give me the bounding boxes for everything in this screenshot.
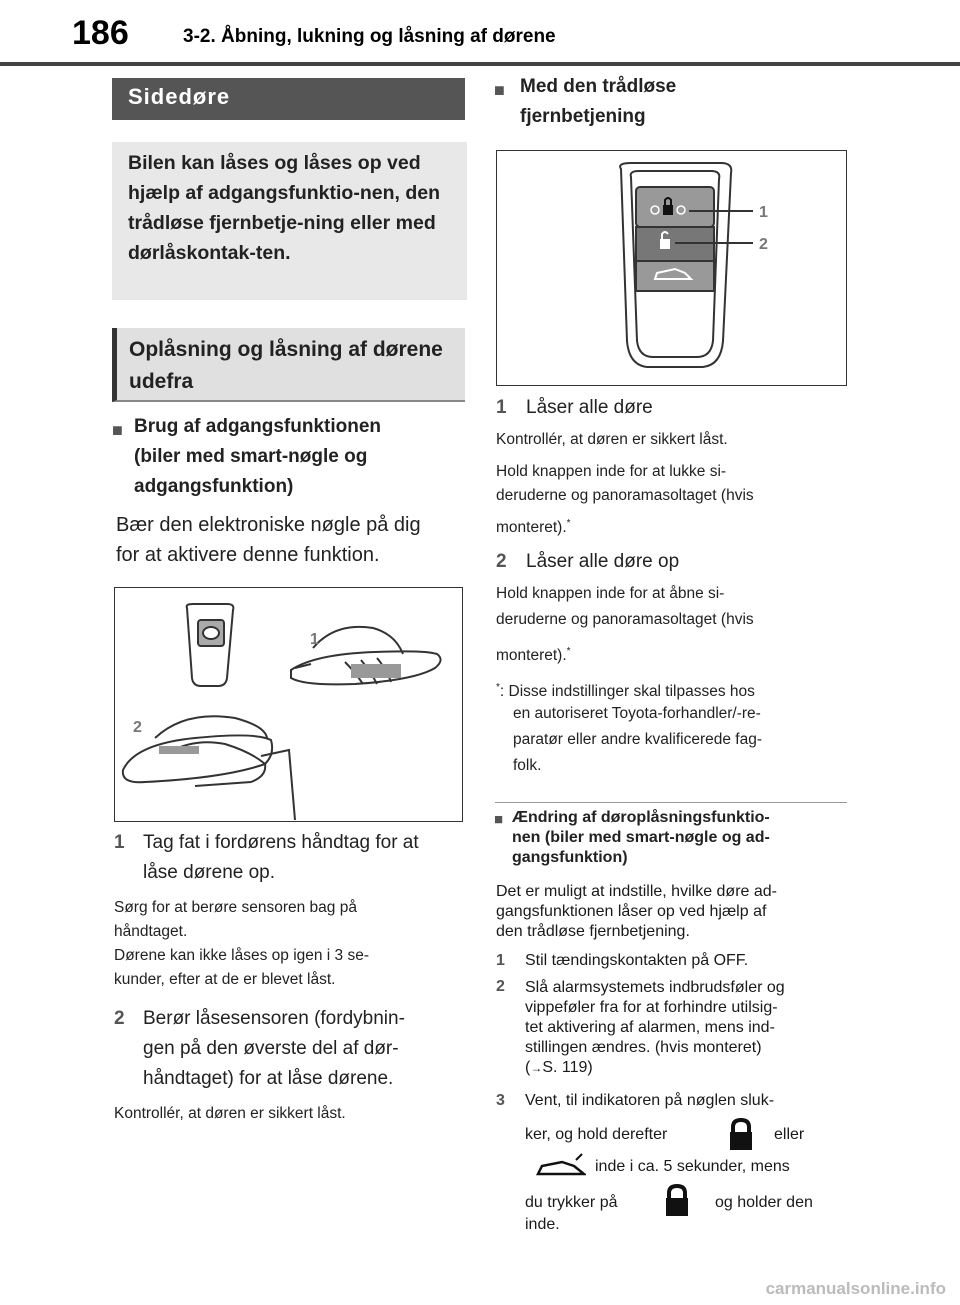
door-handle-illustration — [115, 588, 461, 820]
footnote-line2: en autoriseret Toyota-forhandler/-re- — [513, 705, 761, 722]
change-step2-line1: Slå alarmsystemets indbrudsføler og — [525, 979, 785, 996]
lock-icon — [664, 1184, 690, 1223]
change-step3-line3: inde i ca. 5 sekunder, mens — [595, 1158, 790, 1175]
change-step2-line3: tet aktivering af alarmen, mens ind- — [525, 1019, 775, 1036]
step2-line2: gen på den øverste del af dør- — [143, 1038, 399, 1059]
step1-number: 1 — [114, 832, 125, 853]
change-step2-line4: stillingen ændres. (hvis monteret) — [525, 1039, 762, 1056]
change-step2-number: 2 — [496, 978, 505, 995]
arrow-right-icon: → — [530, 1061, 543, 1075]
square-bullet-icon: ■ — [112, 420, 123, 440]
lock-icon — [728, 1118, 754, 1157]
smartkey-heading-line2: (biler med smart-nøgle og — [134, 446, 368, 467]
change-step1-number: 1 — [496, 952, 505, 969]
remote-item1-note-line1: Kontrollér, at døren er sikkert låst. — [496, 431, 728, 448]
footnote-line4: folk. — [513, 757, 542, 774]
change-step3-line2b: eller — [774, 1126, 805, 1143]
page-number: 186 — [72, 14, 129, 52]
step2-number: 2 — [114, 1008, 125, 1029]
smartkey-body-line2: for at aktivere denne funktion. — [116, 544, 380, 566]
handle-lock-illustration — [123, 716, 295, 820]
key-fob-icon — [187, 604, 234, 686]
section-title: Sidedøre — [128, 84, 231, 109]
footnote: *: Disse indstillinger skal tilpasses hos — [496, 682, 755, 701]
car-icon — [536, 1152, 586, 1185]
change-step3-line2a: ker, og hold derefter — [525, 1126, 668, 1143]
subsection-heading — [112, 328, 465, 402]
remote-key-illustration — [497, 151, 845, 384]
section-divider — [495, 802, 847, 803]
remote-item1-note-line3: deruderne og panoramasoltaget (hvis — [496, 487, 754, 504]
subsection-title: Oplåsning og låsning af dørene udefra — [129, 338, 443, 393]
door-handle-figure — [114, 587, 463, 822]
remote-heading-line2: fjernbetjening — [520, 106, 646, 127]
change-step1-text: Stil tændingskontakten på OFF. — [525, 952, 749, 969]
square-bullet-icon: ■ — [494, 811, 504, 828]
step1-line1: Tag fat i fordørens håndtag for at — [143, 832, 419, 853]
step1-line2: låse dørene op. — [143, 862, 276, 883]
smartkey-body-line1: Bær den elektroniske nøgle på dig — [116, 514, 421, 536]
step1-note-line4: kunder, efter at de er blevet låst. — [114, 971, 336, 988]
remote-key-figure — [496, 150, 847, 386]
remote-item1-title: Låser alle døre — [526, 397, 653, 418]
remote-item2-note-line1: Hold knappen inde for at åbne si- — [496, 585, 725, 602]
change-body-line1: Det er muligt at indstille, hvilke døre ad- — [496, 883, 777, 900]
remote-item2-note-line2: deruderne og panoramasoltaget (hvis — [496, 611, 754, 628]
remote-item1-number: 1 — [496, 397, 507, 418]
remote-item1-note-line2: Hold knappen inde for at lukke si- — [496, 463, 727, 480]
step2-line1: Berør låsesensoren (fordybnin- — [143, 1008, 405, 1029]
step2-line3: håndtaget) for at låse dørene. — [143, 1068, 394, 1089]
figure-callout-2: 2 — [133, 719, 142, 736]
footnote-line1: Disse indstillinger skal tilpasses hos — [508, 683, 755, 701]
change-step3-number: 3 — [496, 1092, 505, 1109]
remote-item2-note-line3: monteret).* — [496, 646, 571, 665]
footnote-marker: * — [566, 646, 571, 657]
remote-key-body — [620, 163, 731, 367]
change-body-line2: gangsfunktionen låser op ved hjælp af — [496, 903, 767, 920]
chapter-title: 3-2. Åbning, lukning og låsning af dørene — [183, 26, 556, 47]
footnote-marker: * — [566, 518, 571, 529]
intro-box — [112, 142, 467, 300]
change-step3-line4a: du trykker på — [525, 1194, 618, 1211]
change-heading-line3: gangsfunktion) — [512, 849, 628, 866]
change-heading-line1: Ændring af døroplåsningsfunktio- — [512, 809, 770, 826]
header-rule — [0, 62, 960, 66]
change-body-line3: den trådløse fjernbetjening. — [496, 923, 690, 940]
step1-note-line1: Sørg for at berøre sensoren bag på — [114, 899, 357, 916]
remote-item2-number: 2 — [496, 551, 507, 572]
change-step3-line1: Vent, til indikatoren på nøglen sluk- — [525, 1092, 775, 1109]
smartkey-heading-line3: adgangsfunktion) — [134, 476, 294, 497]
section-title-bar — [112, 78, 465, 120]
step1-note-line2: håndtaget. — [114, 923, 188, 940]
step1-note-line3: Dørene kan ikke låses op igen i 3 se- — [114, 947, 370, 964]
remote-item2-title: Låser alle døre op — [526, 551, 680, 572]
remote-heading-line1: Med den trådløse — [520, 76, 677, 97]
figure-callout-2: 2 — [759, 236, 768, 253]
square-bullet-icon: ■ — [494, 80, 505, 100]
watermark: carmanualsonline.info — [765, 1279, 946, 1298]
change-heading-line2: nen (biler med smart-nøgle og ad- — [512, 829, 770, 846]
page-reference-link[interactable]: (→S. 119) — [525, 1059, 593, 1076]
change-step3-line5: inde. — [525, 1216, 560, 1233]
footnote-asterisk: * — [496, 682, 500, 693]
figure-callout-1: 1 — [310, 631, 319, 648]
intro-text: Bilen kan låses og låses op ved hjælp af adgangsfunktio-nen, den trådløse fjernbetje-ning eller med dørlåskontak-ten. — [128, 152, 440, 264]
remote-item1-note-line4: monteret).* — [496, 518, 571, 537]
figure-callout-1: 1 — [759, 204, 768, 221]
smartkey-heading-line1: Brug af adgangsfunktionen — [134, 416, 381, 437]
step2-note: Kontrollér, at døren er sikkert låst. — [114, 1105, 346, 1122]
change-step3-line4b: og holder den — [715, 1194, 813, 1211]
change-step2-line2: vippeføler fra for at forhindre utilsig- — [525, 999, 778, 1016]
footnote-line3: paratør eller andre kvalificerede fag- — [513, 731, 762, 748]
